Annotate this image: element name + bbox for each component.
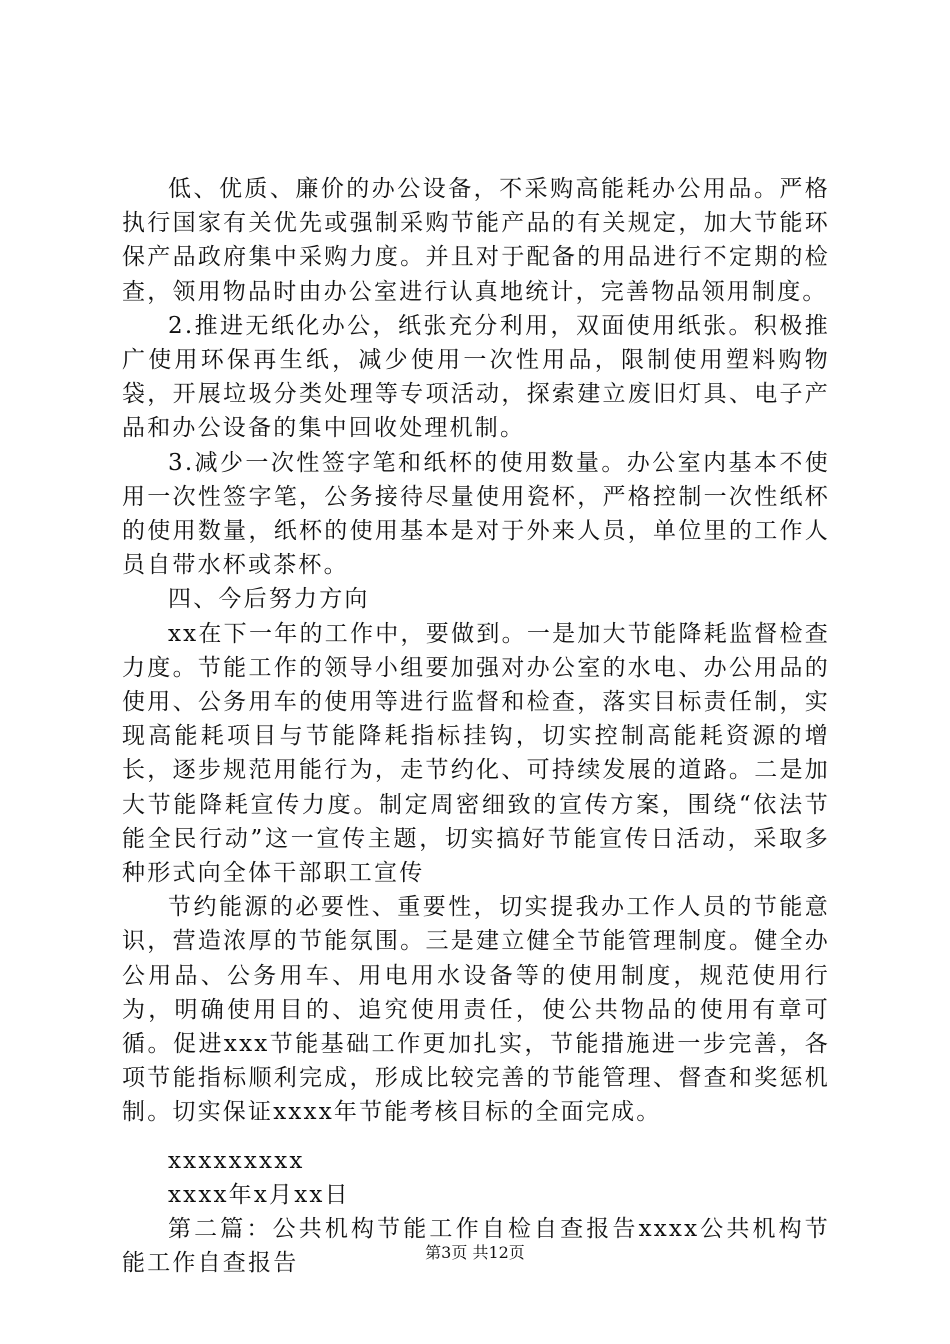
paragraph-disposable-items: 3.减少一次性签字笔和纸杯的使用数量。办公室内基本不使用一次性签字笔，公务接待尽量使用瓷杯，严格控制一次性纸杯的使用数量，纸杯的使用基本是对于外来人员，单位里的工作人员自带水杯或茶杯。 xyxy=(122,449,830,579)
signature-line: xxxxxxxxx xyxy=(168,1147,305,1174)
page-number-footer: 第3页 共12页 xyxy=(425,1243,525,1262)
paragraph-procurement: 低、优质、廉价的办公设备，不采购高能耗办公用品。严格执行国家有关优先或强制采购节能产品的有关规定，加大节能环保产品政府集中采购力度。并且对于配备的用品进行不定期的检查，领用物品时由办公室进行认真地统计，完善物品领用制度。 xyxy=(122,176,830,305)
paragraph-supervision-and-publicity: xx在下一年的工作中，要做到。一是加大节能降耗监督检查力度。节能工作的领导小组要加强对办公室的水电、办公用品的使用、公务用车的使用等进行监督和检查，落实目标责任制，实现高能耗项目与节能降耗指标挂钩，切实控制高能耗资源的增长，逐步规范用能行为，走节约化、可持续发展的道路。二是加大节能降耗宣传力度。制定周密细致的宣传方案，围绕“依法节能全民行动”这一宣传主题，切实搞好节能宣传日活动，采取多种形式向全体干部职工宣传 xyxy=(122,620,830,887)
document-body xyxy=(122,172,830,1281)
paragraph-paperless-office: 2.推进无纸化办公，纸张充分利用，双面使用纸张。积极推广使用环保再生纸，减少使用一次性用品，限制使用塑料购物袋，开展垃圾分类处理等专项活动，探索建立废旧灯具、电子产品和办公设备的集中回收处理机制。 xyxy=(122,312,830,442)
section-heading-future-direction: 四、今后努力方向 xyxy=(168,586,370,613)
date-line: xxxx年x月xx日 xyxy=(168,1181,350,1208)
paragraph-energy-management: 节约能源的必要性、重要性，切实提我办工作人员的节能意识，营造浓厚的节能氛围。三是建立健全节能管理制度。健全办公用品、公务用车、用电用水设备等的使用制度，规范使用行为，明确使用目的、追究使用责任，使公共物品的使用有章可循。促进xxx节能基础工作更加扎实，节能措施进一步完善，各项节能指标顺利完成，形成比较完善的节能管理、督查和奖惩机制。切实保证xxxx年节能考核目标的全面完成。 xyxy=(122,894,830,1126)
next-section-title: 第二篇：公共机构节能工作自检自查报告xxxx公共机构节能工作自查报告 xyxy=(122,1216,830,1277)
